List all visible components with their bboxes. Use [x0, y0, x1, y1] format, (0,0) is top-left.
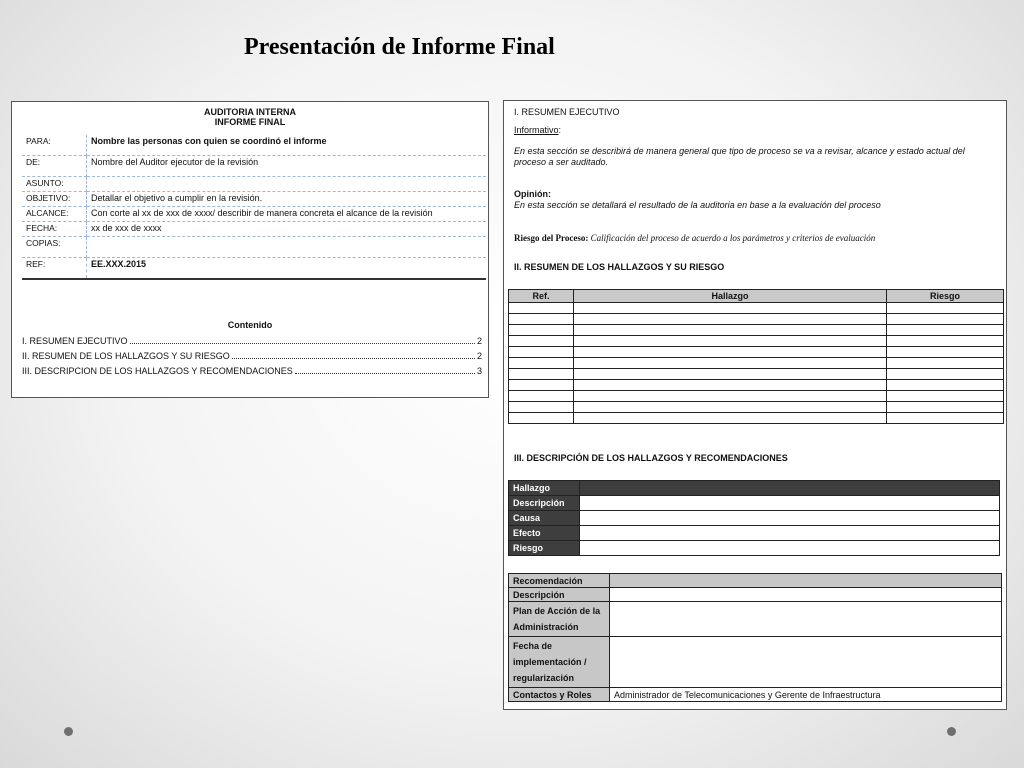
finding-detail-value [580, 496, 1000, 511]
memo-value: xx de xxx de xxxx [87, 222, 487, 237]
findings-cell [509, 314, 574, 325]
memo-row-de [22, 156, 486, 177]
memo-value [87, 177, 487, 192]
findings-row [509, 303, 1004, 314]
finding-detail-row [509, 511, 1000, 526]
recommendation-label: Fecha de implementación / regularización [509, 637, 610, 688]
recommendation-value [610, 588, 1002, 602]
findings-cell [509, 347, 574, 358]
section-1-title: I. RESUMEN EJECUTIVO [514, 107, 620, 117]
memo-row-asunto [22, 177, 486, 192]
findings-cell [574, 369, 887, 380]
memo-value: Nombre del Auditor ejecutor de la revisión [87, 156, 487, 177]
findings-cell [509, 303, 574, 314]
recommendation-label: Descripción [509, 588, 610, 602]
memo-label: OBJETIVO: [22, 192, 87, 207]
memo-row-fecha [22, 222, 486, 237]
report-cover-page [11, 101, 489, 398]
findings-row [509, 336, 1004, 347]
finding-detail-label: Riesgo [509, 541, 580, 556]
memo-label: ALCANCE: [22, 207, 87, 222]
informativo-label: Informativo [514, 125, 559, 135]
memo-row-objetivo [22, 192, 486, 207]
findings-row [509, 391, 1004, 402]
informativo-heading [514, 125, 561, 135]
slide-title: Presentación de Informe Final [244, 34, 555, 60]
findings-cell [509, 369, 574, 380]
toc-entry-text: I. RESUMEN EJECUTIVO [22, 336, 128, 346]
memo-label: FECHA: [22, 222, 87, 237]
memo-value: Con corte al xx de xxx de xxxx/ describir de manera concreta el alcance de la revisión [87, 207, 487, 222]
recommendation-label: Recomendación [509, 574, 610, 588]
report-body-page [503, 100, 1007, 710]
findings-cell [509, 402, 574, 413]
finding-detail-value [580, 481, 1000, 496]
toc-leader [295, 367, 475, 374]
finding-detail-label: Causa [509, 511, 580, 526]
informativo-text-line1: En esta sección se describirá de manera general que tipo de proceso se va a revisar, alcance y estado actual del [514, 146, 965, 156]
findings-header-ref: Ref. [509, 290, 574, 303]
findings-cell [887, 303, 1004, 314]
findings-cell [887, 413, 1004, 424]
findings-cell [509, 325, 574, 336]
nav-dot-left [64, 727, 73, 736]
report-heading-line2: INFORME FINAL [214, 117, 286, 127]
recommendation-value [610, 602, 1002, 637]
process-risk-text: Calificación del proceso de acuerdo a los parámetros y criterios de evaluación [590, 233, 876, 243]
toc-entry-text: III. DESCRIPCION DE LOS HALLAZGOS Y RECOMENDACIONES [22, 366, 293, 376]
findings-cell [574, 402, 887, 413]
findings-row [509, 325, 1004, 336]
findings-cell [574, 325, 887, 336]
nav-dot-right [947, 727, 956, 736]
finding-detail-row [509, 496, 1000, 511]
finding-detail-value [580, 526, 1000, 541]
findings-row [509, 314, 1004, 325]
findings-cell [887, 391, 1004, 402]
findings-cell [574, 303, 887, 314]
toc-leader [232, 352, 475, 359]
recommendation-label: Contactos y Roles [509, 688, 610, 702]
toc-entry [22, 351, 482, 361]
finding-detail-table [508, 480, 1000, 556]
findings-cell [887, 336, 1004, 347]
finding-detail-row [509, 481, 1000, 496]
informativo-colon: : [558, 125, 562, 135]
memo-row-alcance [22, 207, 486, 222]
findings-cell [574, 314, 887, 325]
findings-cell [509, 413, 574, 424]
memo-value: EE.XXX.2015 [87, 258, 487, 280]
process-risk-line [514, 233, 875, 243]
recommendation-value [610, 574, 1002, 588]
finding-detail-row [509, 541, 1000, 556]
findings-cell [887, 325, 1004, 336]
findings-cell [887, 358, 1004, 369]
memo-label: COPIAS: [22, 237, 87, 258]
recommendation-row [509, 588, 1002, 602]
memo-label: PARA: [22, 135, 87, 156]
memo-label: REF: [22, 258, 87, 280]
informativo-text-line2: proceso a ser auditado. [514, 157, 609, 167]
recommendation-row [509, 688, 1002, 702]
findings-cell [574, 380, 887, 391]
toc-entry-page: 3 [476, 366, 482, 376]
findings-cell [509, 391, 574, 402]
toc-entry-text: II. RESUMEN DE LOS HALLAZGOS Y SU RIESGO [22, 351, 230, 361]
findings-header-hallazgo: Hallazgo [574, 290, 887, 303]
findings-header-row [509, 290, 1004, 303]
memo-value: Detallar el objetivo a cumplir en la revisión. [87, 192, 487, 207]
recommendation-value [610, 637, 1002, 688]
findings-cell [887, 314, 1004, 325]
section-3-title: III. DESCRIPCIÓN DE LOS HALLAZGOS Y RECOMENDACIONES [514, 453, 788, 463]
finding-detail-row [509, 526, 1000, 541]
report-heading-line1: AUDITORIA INTERNA [204, 107, 296, 117]
findings-summary-table [508, 289, 1004, 424]
toc-entry-page: 2 [476, 336, 482, 346]
toc-entry [22, 366, 482, 376]
memo-label: DE: [22, 156, 87, 177]
recommendation-row [509, 602, 1002, 637]
finding-detail-label: Descripción [509, 496, 580, 511]
findings-row [509, 380, 1004, 391]
findings-cell [887, 380, 1004, 391]
findings-header-riesgo: Riesgo [887, 290, 1004, 303]
findings-cell [574, 413, 887, 424]
findings-row [509, 358, 1004, 369]
toc-entry [22, 336, 482, 346]
findings-cell [509, 380, 574, 391]
memo-row-para [22, 135, 486, 156]
memo-row-copias [22, 237, 486, 258]
finding-detail-value [580, 541, 1000, 556]
finding-detail-label: Hallazgo [509, 481, 580, 496]
finding-detail-value [580, 511, 1000, 526]
findings-cell [574, 336, 887, 347]
memo-value [87, 237, 487, 258]
contents-title: Contenido [227, 320, 273, 330]
findings-row [509, 402, 1004, 413]
findings-cell [887, 347, 1004, 358]
memo-header-table [22, 135, 486, 280]
recommendation-row [509, 637, 1002, 688]
section-2-title: II. RESUMEN DE LOS HALLAZGOS Y SU RIESGO [514, 262, 725, 272]
findings-cell [574, 358, 887, 369]
recommendation-label: Plan de Acción de la Administración [509, 602, 610, 637]
opinion-label: Opinión: [514, 189, 551, 199]
findings-cell [574, 391, 887, 402]
findings-cell [509, 358, 574, 369]
memo-row-ref [22, 258, 486, 280]
finding-detail-label: Efecto [509, 526, 580, 541]
findings-cell [574, 347, 887, 358]
memo-value: Nombre las personas con quien se coordinó el informe [87, 135, 487, 156]
toc-entry-page: 2 [476, 351, 482, 361]
recommendation-table [508, 573, 1002, 702]
findings-cell [509, 336, 574, 347]
memo-label: ASUNTO: [22, 177, 87, 192]
opinion-text: En esta sección se detallará el resultado de la auditoria en base a la evaluación del proceso [514, 200, 881, 210]
findings-row [509, 369, 1004, 380]
toc-leader [130, 337, 475, 344]
findings-row [509, 413, 1004, 424]
recommendation-row [509, 574, 1002, 588]
findings-cell [887, 402, 1004, 413]
findings-cell [887, 369, 1004, 380]
recommendation-value: Administrador de Telecomunicaciones y Gerente de Infraestructura [610, 688, 1002, 702]
process-risk-label: Riesgo del Proceso: [514, 233, 589, 243]
findings-row [509, 347, 1004, 358]
